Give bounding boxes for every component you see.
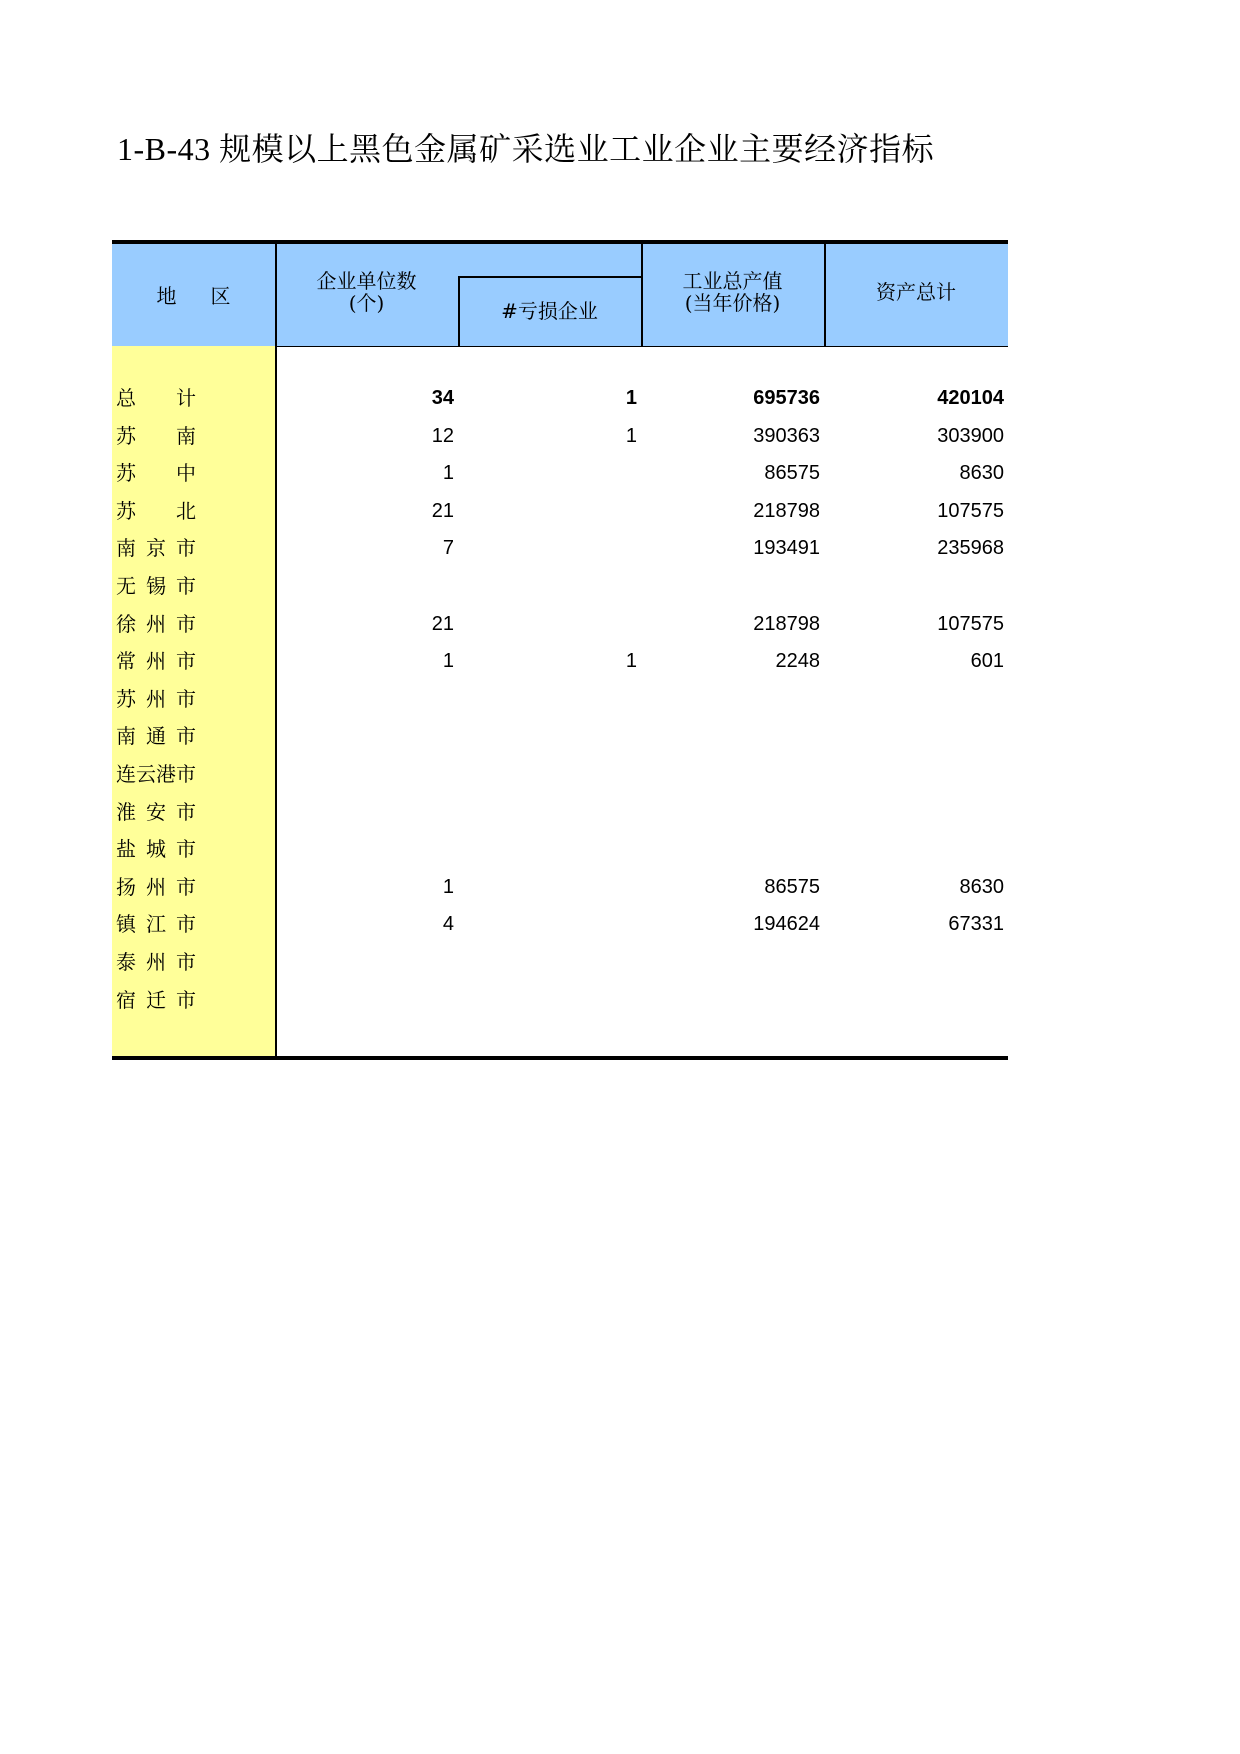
region-name-char: 常 xyxy=(116,649,136,674)
region-name xyxy=(116,455,196,492)
region-name-char: 盐 xyxy=(116,837,136,862)
region-name-char: 市 xyxy=(176,649,196,674)
region-name xyxy=(116,643,196,680)
units-header-line1: 企业单位数 xyxy=(316,269,417,293)
assets-cell: 303900 xyxy=(937,424,1004,447)
table-row xyxy=(112,756,1008,793)
assets-cell: 107575 xyxy=(937,612,1004,635)
table-row xyxy=(112,530,1008,567)
output-cell: 2248 xyxy=(775,650,820,673)
assets-cell: 601 xyxy=(970,650,1004,673)
region-name-char: 南 xyxy=(116,536,136,561)
units-header-line2: (个) xyxy=(348,291,385,315)
region-name xyxy=(116,493,196,530)
region-name-char: 南 xyxy=(176,423,196,448)
region-name-char: 淮 xyxy=(116,799,136,824)
region-name xyxy=(116,906,196,943)
region-name-char: 市 xyxy=(176,912,196,937)
region-name xyxy=(116,568,196,605)
table-row xyxy=(112,869,1008,906)
region-name xyxy=(116,831,196,868)
units-cell: 1 xyxy=(442,875,454,898)
region-name-char: 市 xyxy=(176,574,196,598)
region-name xyxy=(116,718,196,755)
units-cell: 1 xyxy=(442,462,454,485)
assets-cell: 235968 xyxy=(937,537,1004,560)
region-name-char: 市 xyxy=(176,874,196,899)
region-name-char: 州 xyxy=(146,611,166,636)
region-name xyxy=(116,606,196,643)
region-name-char: 镇 xyxy=(116,912,136,937)
loss-cell: 1 xyxy=(625,424,637,447)
region-name-char: 京 xyxy=(146,536,166,561)
units-cell: 12 xyxy=(431,424,454,447)
units-cell: 7 xyxy=(442,537,454,560)
region-header: 地区 xyxy=(156,284,265,308)
region-name-char: 计 xyxy=(176,386,196,410)
table-row xyxy=(112,643,1008,680)
units-cell: 21 xyxy=(431,612,454,635)
region-name-char: 迁 xyxy=(146,987,166,1012)
region-name-char: 安 xyxy=(146,799,166,824)
table-row xyxy=(112,568,1008,605)
table-row xyxy=(112,906,1008,943)
table-row xyxy=(112,831,1008,868)
region-name xyxy=(116,681,196,718)
output-cell: 218798 xyxy=(753,612,820,635)
region-name-char: 扬 xyxy=(116,874,136,899)
table-row xyxy=(112,380,1008,417)
loss-cell: 1 xyxy=(625,387,637,409)
region-name-char: 无 xyxy=(116,574,136,598)
output-header-line2: (当年价格) xyxy=(684,291,781,315)
region-name-char: 泰 xyxy=(116,950,136,974)
region-name-char: 通 xyxy=(146,724,166,749)
units-cell: 21 xyxy=(431,499,454,522)
units-cell: 4 xyxy=(442,913,454,936)
region-name-char: 南 xyxy=(116,724,136,749)
units-header xyxy=(275,270,458,314)
page-title: 1-B-43 规模以上黑色金属矿采选业工业企业主要经济指标 xyxy=(117,131,935,167)
assets-cell: 8630 xyxy=(959,875,1004,898)
table-row xyxy=(112,718,1008,755)
region-name xyxy=(116,380,196,417)
region-name xyxy=(116,869,196,906)
region-name-char: 锡 xyxy=(146,574,166,598)
units-cell: 34 xyxy=(431,387,454,409)
output-cell: 193491 xyxy=(753,537,820,560)
table-row xyxy=(112,418,1008,455)
region-name-char: 市 xyxy=(176,950,196,974)
region-name-char: 江 xyxy=(146,912,166,937)
region-name-char: 州 xyxy=(146,874,166,899)
region-name-char: 连云港市 xyxy=(116,762,196,786)
assets-cell: 8630 xyxy=(959,462,1004,485)
output-cell: 194624 xyxy=(753,913,820,936)
region-name-char: 州 xyxy=(146,950,166,974)
output-cell: 695736 xyxy=(753,387,820,409)
region-name xyxy=(116,794,196,831)
table-row xyxy=(112,493,1008,530)
region-name-char: 苏 xyxy=(116,498,136,523)
region-name-char: 市 xyxy=(176,799,196,824)
region-name-char: 苏 xyxy=(116,423,136,448)
table-row xyxy=(112,794,1008,831)
region-name xyxy=(116,756,271,793)
region-name-char: 州 xyxy=(146,649,166,674)
region-name-char: 市 xyxy=(176,724,196,749)
top-rule xyxy=(112,240,1008,244)
region-name-char: 宿 xyxy=(116,987,136,1012)
bottom-rule xyxy=(112,1056,1008,1060)
table-row xyxy=(112,982,1008,1019)
region-name xyxy=(116,982,196,1019)
region-name-char: 城 xyxy=(146,837,166,862)
region-name-char: 苏 xyxy=(116,686,136,711)
region-name-char: 总 xyxy=(116,386,136,410)
output-header xyxy=(641,270,824,314)
assets-cell: 67331 xyxy=(948,913,1004,936)
assets-header: 资产总计 xyxy=(876,280,956,304)
units-cell: 1 xyxy=(442,650,454,673)
output-cell: 218798 xyxy=(753,499,820,522)
output-header-line1: 工业总产值 xyxy=(682,269,783,293)
region-name-char: 中 xyxy=(176,461,196,486)
output-cell: 86575 xyxy=(764,875,820,898)
table-row xyxy=(112,681,1008,718)
table-row xyxy=(112,455,1008,492)
output-cell: 390363 xyxy=(753,424,820,447)
region-name-char: 市 xyxy=(176,611,196,636)
region-name xyxy=(116,418,196,455)
region-name xyxy=(116,530,196,567)
assets-cell: 420104 xyxy=(937,387,1004,409)
loss-top-line xyxy=(458,276,642,278)
region-name-char: 北 xyxy=(176,498,196,523)
region-name-char: 市 xyxy=(176,536,196,561)
loss-header: #亏损企业 xyxy=(501,299,598,323)
region-name-char: 市 xyxy=(176,837,196,862)
data-table xyxy=(112,240,1008,1060)
region-name-char: 徐 xyxy=(116,611,136,636)
loss-cell: 1 xyxy=(625,650,637,673)
region-name-char: 市 xyxy=(176,987,196,1012)
region-name-char: 苏 xyxy=(116,461,136,486)
region-name-char: 市 xyxy=(176,686,196,711)
table-row xyxy=(112,944,1008,981)
region-name xyxy=(116,944,196,981)
table-row xyxy=(112,606,1008,643)
assets-cell: 107575 xyxy=(937,499,1004,522)
region-name-char: 州 xyxy=(146,686,166,711)
output-cell: 86575 xyxy=(764,462,820,485)
